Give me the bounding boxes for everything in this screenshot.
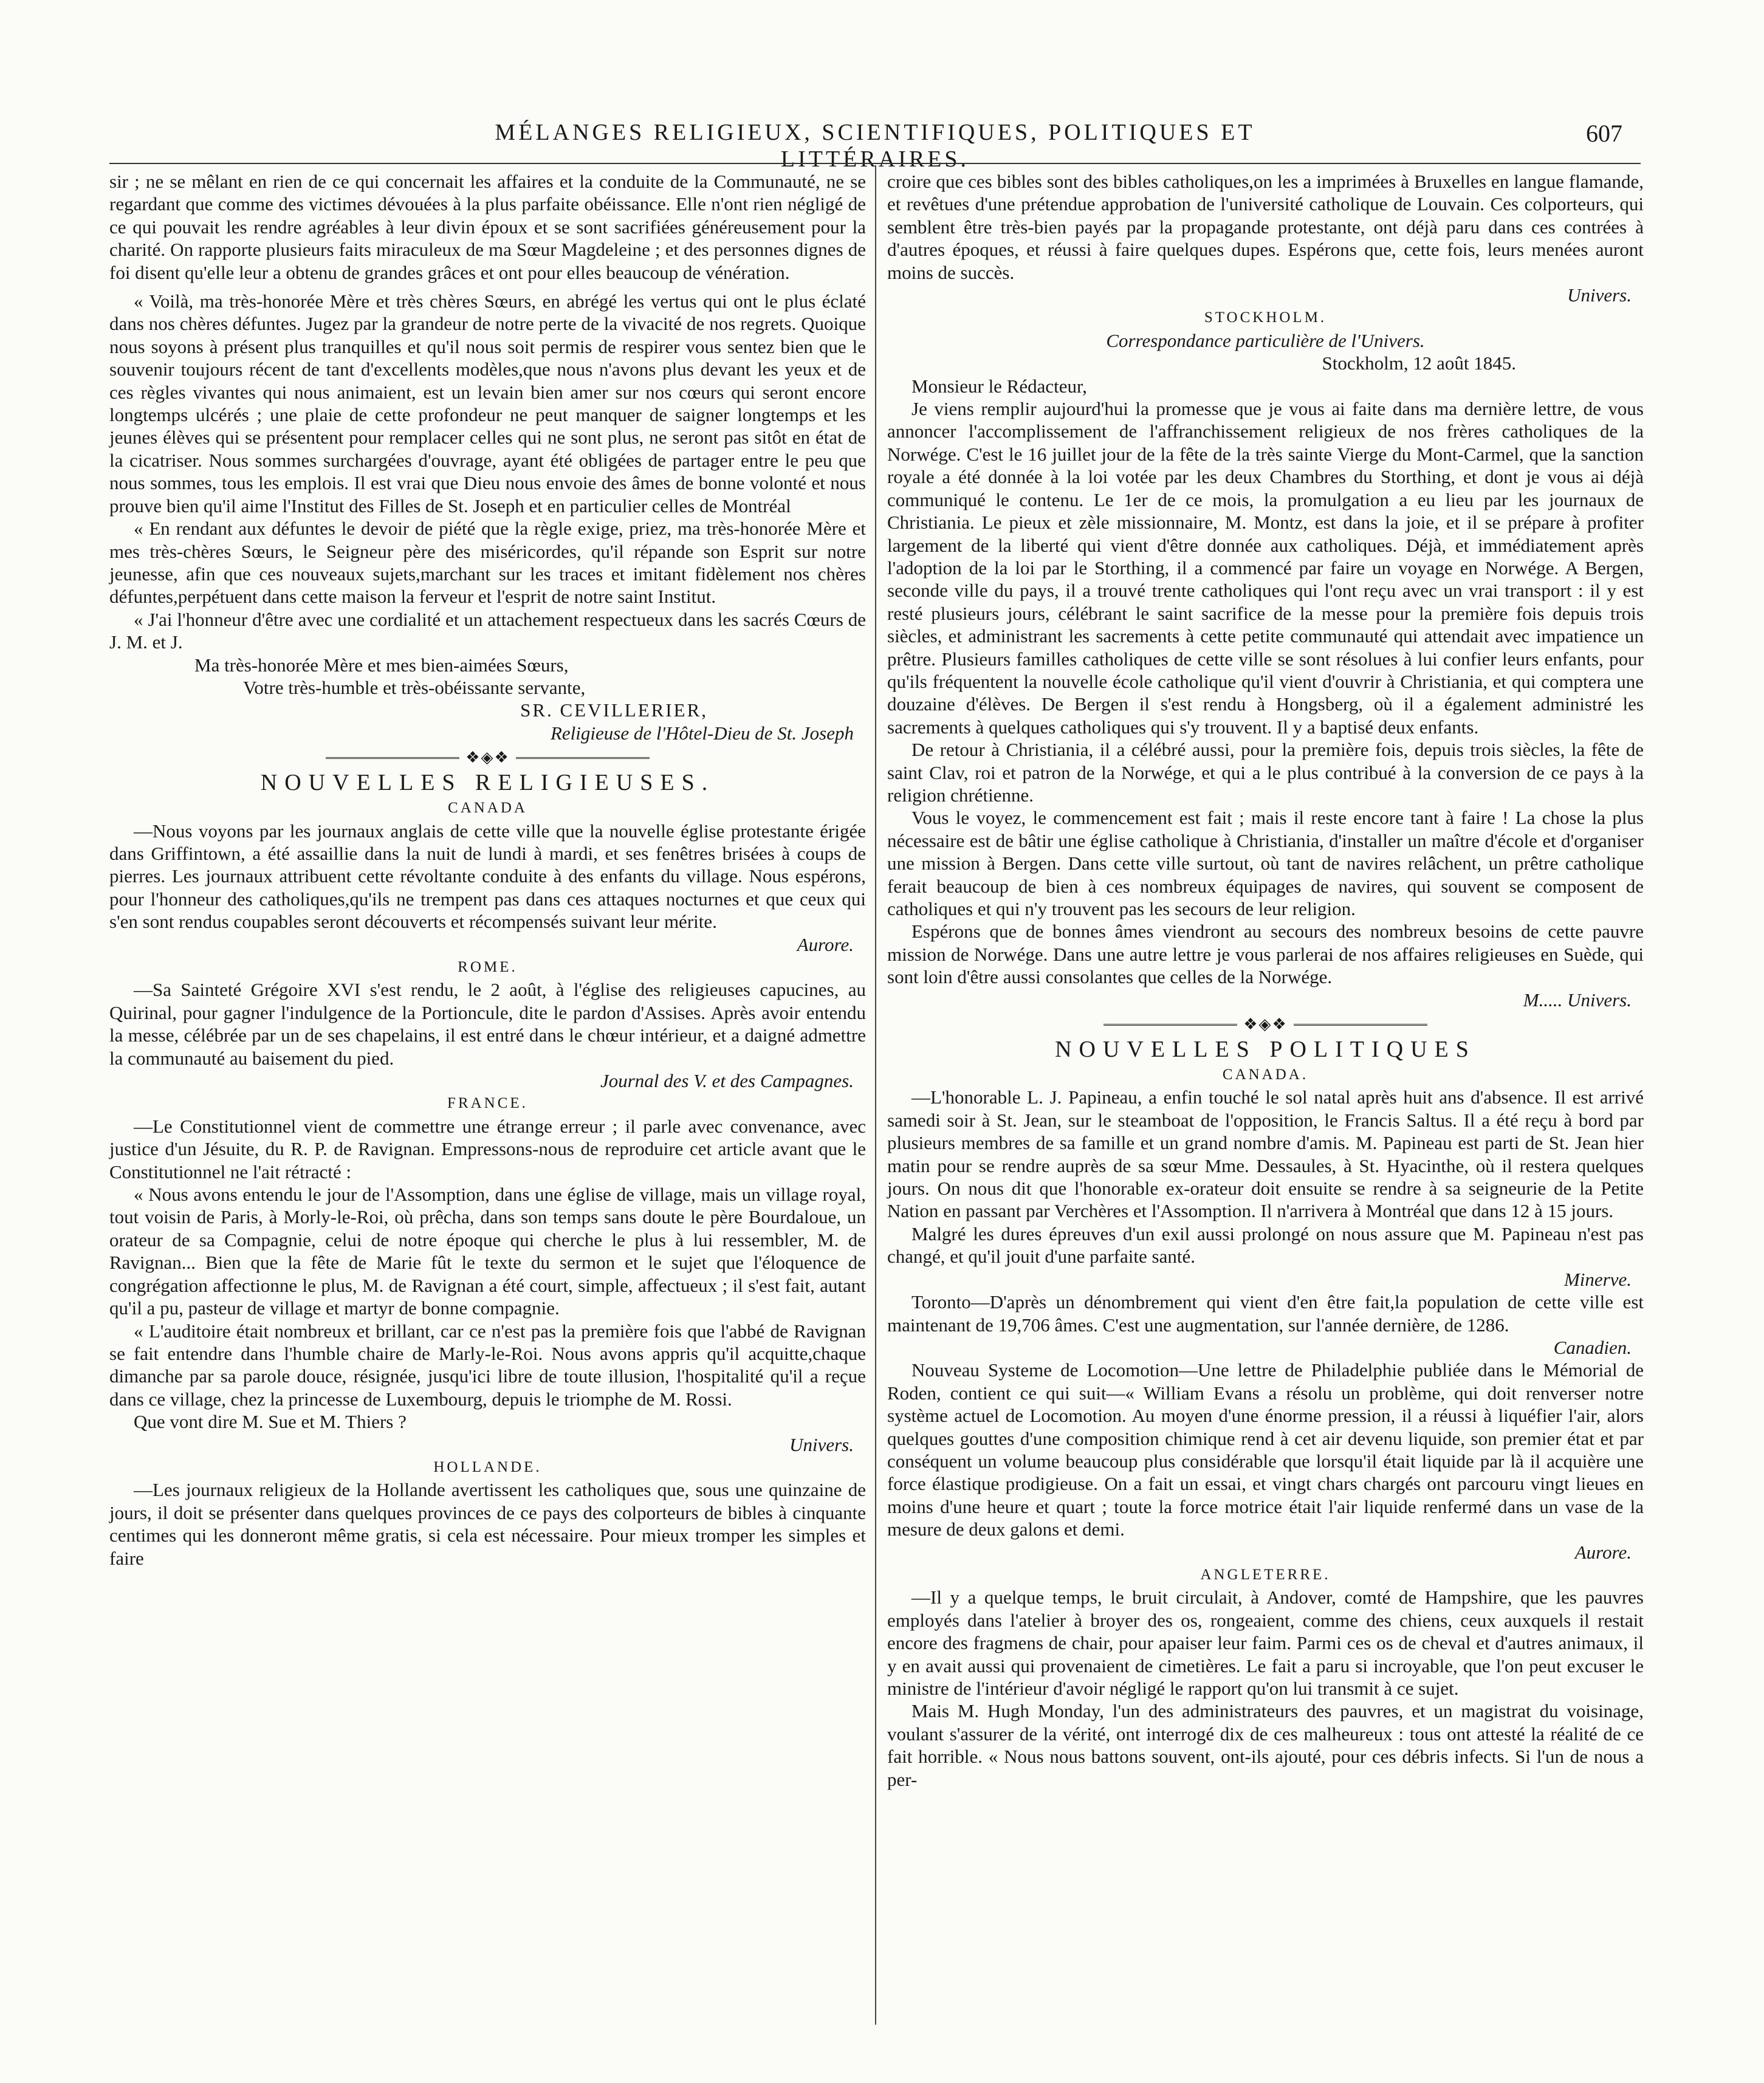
canada-paragraph: —Nous voyons par les journaux anglais de cette ville que la nouvelle église protestante érigée dans Griffintown, a été assaillie dans la nuit de lundi à mardi, et ses fenêtres brisées à coups de pierres. Les journaux attribuent cette révoltante conduite à des enfants du village. Nous espérons, pour l'honneur des catholiques,qu'ils ne trempent pas dans ces attaques nocturnes et que ceux qui s'en sont rendus coupables seront découverts et récompensés suivant leur mérite. [109, 820, 866, 933]
source-aurore: Aurore. [1574, 1541, 1632, 1563]
angleterre-paragraph-1: —Il y a quelque temps, le bruit circulait, à Andover, comté de Hampshire, que les pauvres employés dans l'atelier à broyer des os, rongeaient, comme des chiens, ceux auxquels il restait encore des fragmens de chair, pour apaiser leur faim. Parmi ces os de cheval et d'autres animaux, il y en avait aussi qui provenaient de cimetières. Le fait a paru si incroyable, que l'on peut excuser le ministre de l'intérieur d'avoir négligé le rapport qu'on lui transmit à ce sujet. [887, 1587, 1644, 1699]
right-column [887, 170, 1644, 1791]
source-journal: Journal des V. et des Campagnes. [600, 1070, 854, 1092]
papineau-paragraph-2: Malgré les dures épreuves d'un exil aussi prolongé on nous assure que M. Papineau n'est pas changé, et qu'il jouit d'une parfaite santé. [887, 1223, 1644, 1268]
toronto-paragraph: Toronto—D'après un dénombrement qui vient d'en être fait,la population de cette ville est maintenant de 19,706 âmes. C'est une augmentation, sur l'année dernière, de 1286. [887, 1291, 1644, 1336]
stockholm-paragraph-3: Vous le voyez, le commencement est fait ; mais il reste encore tant à faire ! La chose la plus nécessaire est de bâtir une église catholique à Christiania, d'installer un maître d'école et d'organiser une mission à Bergen. Dans cette ville surtout, où tant de navires relâchent, un prêtre catholique ferait beaucoup de bien à ces nombreux équipages de navires, qui souvent se composent de catholiques et qui n'y trouvent pas les secours de leur religion. [887, 807, 1644, 919]
france-paragraph-3: « L'auditoire était nombreux et brillant, car ce n'est pas la première fois que l'abbé de Ravignan se fait entendre dans l'humble chaire de Marly-le-Roi. Nous avons appris qu'il acquitte,chaque dimanche par sa parole douce, résignée, jusqu'ici libre de toute illusion, l'hospitalité qu'il a reçue dans ce village, chez la princesse de Luxembourg, depuis le triomphe de M. Rossi. [109, 1320, 866, 1410]
letter-closing-1: Ma très-honorée Mère et mes bien-aimées Sœurs, [194, 654, 569, 676]
hollande-paragraph: —Les journaux religieux de la Hollande avertissent les catholiques que, sous une quinzaine de jours, il doit se présenter dans quelques provinces de ce pays des colporteurs de bibles à cinquante centimes qui les donneront même gratis, si cela est nécessaire. Pour mieux tromper les simples et faire [109, 1479, 866, 1569]
subhead-hollande: HOLLANDE. [433, 1458, 542, 1475]
letter-paragraph-1: sir ; ne se mêlant en rien de ce qui concernait les affaires et la conduite de la Communauté, ne se regardant que comme des victimes dévouées à la plus parfaite obéissance. Elle n'ont rien négligé de ce qui pouvait les rendre agréables à leur divin époux et se sont sacrifiées généreusement pour la charité. On rapporte plusieurs faits miraculeux de ma Sœur Magdeleine ; et des personnes dignes de foi disent qu'elle leur a obtenu de grandes grâces et ont pour elles beaucoup de vénération. [109, 171, 866, 283]
subhead-canada: CANADA. [1222, 1066, 1309, 1083]
salutation: Monsieur le Rédacteur, [911, 375, 1087, 397]
letter-paragraph-3: « En rendant aux défuntes le devoir de piété que la règle exige, priez, ma très-honorée Mère et mes très-chères Sœurs, le Seigneur père des miséricordes, qu'il répande son Esprit sur notre jeunesse, afin que ces nouveaux sujets,marchant sur les traces et imitant fidèlement nos chères défuntes,perpétuent dans cette maison la ferveur et l'esprit de notre saint Institut. [109, 518, 866, 608]
dateline: Stockholm, 12 août 1845. [1322, 352, 1516, 374]
letter-paragraph-2: « Voilà, ma très-honorée Mère et très chères Sœurs, en abrégé les vertus qui ont le plus éclaté dans nos chères défuntes. Jugez par la grandeur de notre perte de la vivacité de nos regrets. Quoique nous soyons à présent plus tranquilles et qu'il nous soit permis de respirer vous sentez bien que le souvenir toujours récent de tant d'excellents modèles,que nous n'avons plus devant les yeux et de ces règles vivantes qui nous animaient, est un levain bien amer sur nos cœurs qui seront encore longtemps ulcérés ; une plaie de cette profondeur ne peut manquer de saigner longtemps et les jeunes élèves qui se présentent pour remplacer celles qui ne sont plus, ne seront pas sitôt en état de la cicatriser. Nous sommes surchargées d'ouvrage, ayant été obligées de partager entre le peu que nous sommes, tous les emplois. Il est vrai que Dieu nous envoie des âmes de bonne volonté et nous prouve bien qu'il aime l'Institut des Filles de St. Joseph et en particulier celles de Montréal [109, 290, 866, 516]
stockholm-paragraph-2: De retour à Christiania, il a célébré aussi, pour la première fois, depuis trois siècles, la fête de saint Clav, roi et patron de la Norwége, et qui a le plus contribué à la conversion de ce pays à la religion chrétienne. [887, 739, 1644, 806]
locomotion-paragraph: Nouveau Systeme de Locomotion—Une lettre de Philadelphie publiée dans le Mémorial de Roden, contient ce qui suit—« William Evans a résolu un problème, qui doit renverser notre système actuel de Locomotion. Au moyen d'une énorme pression, il a réussi à liquéfier l'air, alors quelques gouttes d'une composition chimique rend à cet air devenu liquide, son premier état et par conséquent un volume beaucoup plus considérable que lorsqu'il était liquide par là il acquière une force élastique prodigieuse. On a fait un essai, et vingt chars chargés ont parcouru vingt lieues en moins d'une heure et quart ; toute la force motrice était l'air liquide renfermé dans un vase de la mesure de deux galons et demi. [887, 1359, 1644, 1540]
source-minerve: Minerve. [1563, 1268, 1632, 1290]
ornament-divider: ❖◈❖ [109, 744, 866, 769]
subhead-canada: CANADA [448, 800, 527, 817]
letter-paragraph-4: « J'ai l'honneur d'être avec une cordialité et un attachement respectueux dans les sacrés Cœurs de J. M. et J. [109, 608, 866, 653]
rome-paragraph: —Sa Sainteté Grégoire XVI s'est rendu, le 2 août, à l'église des religieuses capucines, au Quirinal, pour gagner l'indulgence de la Portioncule, dite le pardon d'Assises. Après avoir entendu la messe, célébrée par un de ses chapelains, il est entré dans le chœur intérieur, et a daigné admettre la communauté au baisement du pied. [109, 979, 866, 1069]
stockholm-signature: M..... Univers. [1523, 989, 1632, 1011]
source-univers: Univers. [789, 1433, 854, 1455]
section-title-religieuses: NOUVELLES RELIGIEUSES. [260, 770, 715, 796]
france-question: Que vont dire M. Sue et M. Thiers ? [134, 1411, 407, 1433]
subhead-angleterre: ANGLETERRE. [1200, 1566, 1331, 1583]
source-aurore: Aurore. [797, 933, 854, 955]
subhead-france: FRANCE. [447, 1095, 528, 1112]
papineau-paragraph-1: —L'honorable L. J. Papineau, a enfin touché le sol natal après huit ans d'absence. Il est arrivé samedi soir à St. Jean, sur le steamboat de l'opposition, le Francis Saltus. Il a été reçu à bord par plusieurs membres de sa famille et un grand nombre d'amis. M. Papineau est parti de St. Jean hier matin pour se rendre auprès de sa sœur Mme. Dessaules, à St. Hyacinthe, où il restera quelques jours. On nous dit que l'honorable ex-orateur doit ensuite se rendre à sa seigneurie de la Petite Nation en passant par Verchères et l'Assomption. Il n'arrivera à Montréal que dans 12 à 15 jours. [887, 1086, 1644, 1222]
ornament-divider: ❖◈❖ [887, 1011, 1644, 1035]
header-rule [109, 163, 1641, 164]
angleterre-paragraph-2: Mais M. Hugh Monday, l'un des administrateurs des pauvres, et un magistrat du voisinage, voulant s'assurer de la vérité, ont interrogé dix de ces malheureux : tous ont attesté la réalité de ce fait horrible. « Nous nous battons souvent, ont-ils ajouté, pour ces débris infects. Si l'un de nous a per- [887, 1700, 1644, 1790]
page-number: 607 [1586, 120, 1622, 147]
source-univers: Univers. [1567, 284, 1632, 306]
france-paragraph-1: —Le Constitutionnel vient de commettre une étrange erreur ; il parle avec convenance, avec justice d'un Jésuite, du R. P. de Ravignan. Empressons-nous de reproduire cet article avant que le Constitutionnel ne l'ait rétracté : [109, 1115, 866, 1182]
bibles-paragraph: croire que ces bibles sont des bibles catholiques,on les a imprimées à Bruxelles en langue flamande, et revêtues d'une prétendue approbation de l'université catholique de Louvain. Ces colporteurs, qui semblent être très-bien payés par la propagande protestante, ont déjà paru dans ces contrées à d'autres époques, et réussi à faire quelques dupes. Espérons que, cette fois, leurs menées auront moins de succès. [887, 171, 1644, 283]
correspondence-line: Correspondance particulière de l'Univers. [1106, 329, 1425, 351]
signature-role: Religieuse de l'Hôtel-Dieu de St. Joseph [550, 722, 854, 744]
france-paragraph-2: « Nous avons entendu le jour de l'Assomption, dans une église de village, mais un village royal, tout voisin de Paris, à Morly-le-Roi, où prêcha, dans son temps sans doute le père Bourdaloue, un orateur de sa Compagnie, celui de notre époque qui cherche le plus à lui ressembler, M. de Ravignan... Bien que la fête de Marie fût le texte du sermon et le sujet que l'éloquence de congrégation affectionne le plus, M. de Ravignan a été court, simple, affectueux ; il s'est fait, autant qu'il a pu, pasteur de village et martyr de bonne compagnie. [109, 1184, 866, 1319]
stockholm-paragraph-4: Espérons que de bonnes âmes viendront au secours des nombreux besoins de cette pauvre mission de Norwége. Dans une autre lettre je vous parlerai de nos affaires religieuses en Suède, qui sont loin d'être aussi consolantes que celles de la Norwége. [887, 921, 1644, 988]
signature-name: SR. CEVILLERIER, [520, 699, 708, 721]
source-canadien: Canadien. [1553, 1336, 1632, 1358]
column-rule [875, 165, 876, 2025]
subhead-rome: ROME. [458, 959, 518, 975]
subhead-stockholm: STOCKHOLM. [1204, 309, 1327, 326]
stockholm-paragraph-1: Je viens remplir aujourd'hui la promesse que je vous ai faite dans ma dernière lettre, de vous annoncer l'accomplissement de l'affranchissement religieux de nos frères catholiques de la Norwége. C'est le 16 juillet jour de la fête de la très sainte Vierge du Mont-Carmel, que la sanction royale a été donnée à la loi votée par les deux Chambres du Storthing, et dont je vous ai déjà communiqué le contenu. Le 1er de ce mois, la promulgation a eu lieu par les journaux de Christiania. Le pieux et zèle missionnaire, M. Montz, est dans la joie, et il se prépare à profiter largement de la liberté qui vient d'être donnée aux catholiques. Déjà, et immédiatement après l'adoption de la loi par le Storthing, il a commencé par faire un voyage en Norwége. A Bergen, seconde ville du pays, il a trouvé trente catholiques qui l'ont reçu avec un vrai transport : il y est resté plusieurs jours, célébrant le saint sacrifice de la messe pour la première fois depuis trois siècles, et administrant les sacrements à cette petite communauté qui attendait avec impatience un prêtre. Plusieurs familles catholiques de cette ville se sont résolues à lui confier leurs enfants, pour qu'ils fréquentent la nouvelle école catholique qu'il vient d'ouvrir à Christiania, et qui comptera une douzaine d'élèves. De Bergen il s'est rendu à Hongsberg, où il a également administré les sacrements à quelques catholiques qui s'y trouvent. Il y a baptisé deux enfants. [887, 398, 1644, 738]
section-title-politiques: NOUVELLES POLITIQUES [1055, 1037, 1476, 1063]
running-title: MÉLANGES RELIGIEUX, SCIENTIFIQUES, POLITIQUES ET LITTÉRAIRES. [495, 120, 1255, 172]
left-column [109, 170, 866, 1570]
letter-closing-2: Votre très-humble et très-obéissante servante, [243, 676, 586, 698]
